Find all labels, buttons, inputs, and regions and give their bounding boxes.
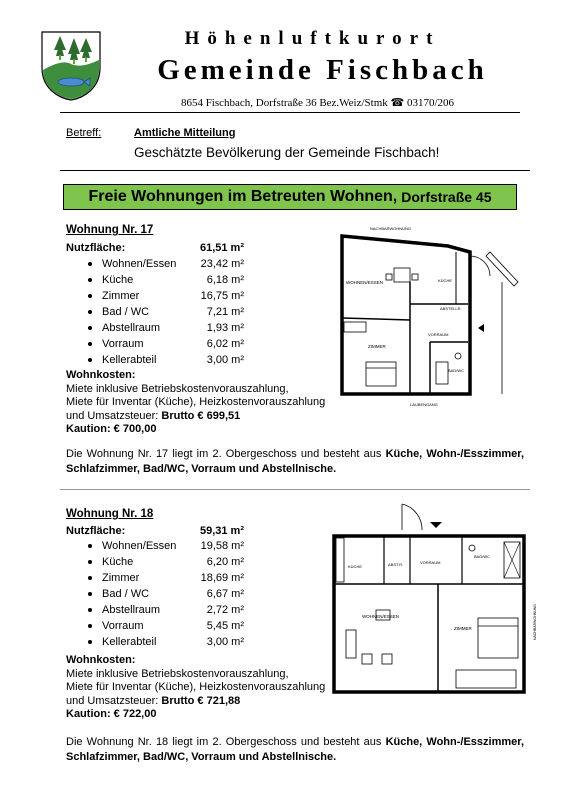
room-size: 3,00 m² bbox=[206, 636, 244, 648]
costs-line2: Miete für Inventar (Küche), Heizkostenvorauszahlung bbox=[66, 396, 326, 408]
apartment-18-floor-plan bbox=[322, 500, 550, 700]
costs-price: Brutto € 699,51 bbox=[161, 409, 241, 422]
plan-label-kueche: KÜCHE bbox=[438, 278, 453, 283]
apartment-17-title: Wohnung Nr. 17 bbox=[66, 224, 154, 236]
plan-label-wohnen: WOHNEN/ESSEN bbox=[346, 280, 384, 285]
costs-line2: Miete für Inventar (Küche), Heizkostenvorauszahlung bbox=[66, 681, 326, 693]
room-name: Vorraum bbox=[102, 620, 144, 632]
costs-price: Brutto € 721,88 bbox=[161, 694, 241, 707]
betreff-value: Amtliche Mitteilung bbox=[134, 127, 236, 139]
room-name: Zimmer bbox=[102, 290, 140, 302]
apartment-17-description: Die Wohnung Nr. 17 liegt im 2. Obergeschoss und besteht aus Küche, Wohn-/Esszimmer, Schlafzimmer, Bad/WC, Vorraum und Abstellnische. bbox=[66, 448, 524, 475]
apartment-18-title: Wohnung Nr. 18 bbox=[66, 508, 154, 520]
room-name: Vorraum bbox=[102, 338, 144, 350]
plan-label-abstell: ABST.R. bbox=[388, 562, 404, 567]
area-label: Nutzfläche: bbox=[66, 525, 126, 537]
deposit: Kaution: € 700,00 bbox=[66, 423, 157, 435]
area-label: Nutzfläche: bbox=[66, 242, 126, 254]
apartment-17-costs bbox=[66, 369, 326, 437]
room-size: 1,93 m² bbox=[206, 322, 244, 334]
header-title-large: Gemeinde Fischbach bbox=[157, 54, 488, 86]
room-name: Abstellraum bbox=[102, 322, 161, 334]
room-name: Bad / WC bbox=[102, 588, 150, 600]
room-size: 6,18 m² bbox=[206, 274, 244, 286]
area-total: 59,31 m² bbox=[199, 525, 244, 537]
plan-label-abstell: ABSTELLR. bbox=[440, 306, 462, 311]
room-size: 18,69 m² bbox=[200, 572, 244, 584]
plan-label-top: NACHBARWOHNUNG bbox=[370, 226, 412, 231]
room-size: 6,02 m² bbox=[206, 338, 244, 350]
plan-label-kueche: KÜCHE bbox=[348, 564, 363, 569]
costs-heading: Wohnkosten: bbox=[66, 654, 136, 666]
plan-label-zimmer: ZIMMER bbox=[368, 344, 386, 349]
room-name: Küche bbox=[102, 556, 134, 568]
room-size: 7,21 m² bbox=[206, 306, 244, 318]
room-size: 5,45 m² bbox=[206, 620, 244, 632]
plan-label-wohnen: WOHNEN/ESSEN bbox=[362, 614, 400, 619]
room-size: 19,58 m² bbox=[200, 540, 244, 552]
room-name: Kellerabteil bbox=[102, 636, 157, 648]
apartment-17-floor-plan bbox=[318, 222, 528, 410]
room-name: Abstellraum bbox=[102, 604, 161, 616]
costs-line1: Miete inklusive Betriebskostenvorauszahlung, bbox=[66, 382, 289, 395]
room-name: Küche bbox=[102, 274, 134, 286]
room-size: 6,20 m² bbox=[206, 556, 244, 568]
room-name: Wohnen/Essen bbox=[102, 540, 177, 552]
betreff-label: Betreff: bbox=[66, 127, 102, 139]
costs-heading: Wohnkosten: bbox=[66, 369, 136, 381]
header-divider bbox=[60, 112, 520, 113]
costs-line3-prefix: und Umsatzsteuer: bbox=[66, 694, 162, 707]
banner-main: Freie Wohnungen im Betreuten Wohnen, bbox=[88, 188, 398, 205]
room-size: 3,00 m² bbox=[206, 354, 244, 366]
plan-label-gang: LAUBENGANG bbox=[410, 402, 438, 407]
room-name: Wohnen/Essen bbox=[102, 258, 177, 270]
costs-line3-prefix: und Umsatzsteuer: bbox=[66, 409, 162, 422]
plan-label-vorraum: VORRAUM bbox=[420, 560, 441, 565]
apartment-18-description: Die Wohnung Nr. 18 liegt im 2. Obergeschoss und besteht aus Küche, Wohn-/Esszimmer, Schlafzimmer, Bad/WC, Vorraum und Abstellnische. bbox=[66, 736, 524, 763]
plan-label-bad: BAD/WC bbox=[448, 368, 464, 373]
room-size: 16,75 m² bbox=[200, 290, 244, 302]
banner-sub: Dorfstraße 45 bbox=[401, 189, 492, 205]
plan-label-bad: BAD/WC bbox=[474, 554, 490, 559]
room-size: 23,42 m² bbox=[200, 258, 244, 270]
costs-line1: Miete inklusive Betriebskostenvorauszahlung, bbox=[66, 667, 289, 680]
plan-label-vorraum: VORRAUM bbox=[428, 332, 449, 337]
room-size: 6,67 m² bbox=[206, 588, 244, 600]
banner bbox=[63, 184, 517, 210]
apartment-18-costs bbox=[66, 654, 326, 722]
room-name: Kellerabteil bbox=[102, 354, 157, 366]
header-address: 8654 Fischbach, Dorfstraße 36 Bez.Weiz/Stmk ☎ 03170/206 bbox=[180, 97, 455, 109]
room-name: Bad / WC bbox=[102, 306, 150, 318]
room-size: 2,72 m² bbox=[206, 604, 244, 616]
section-divider bbox=[60, 170, 530, 171]
room-name: Zimmer bbox=[102, 572, 140, 584]
deposit: Kaution: € 722,00 bbox=[66, 708, 157, 720]
header-title-small: Höhenluftkurort bbox=[184, 28, 441, 49]
apartment-divider bbox=[60, 489, 530, 490]
area-total: 61,51 m² bbox=[199, 242, 244, 254]
greeting: Geschätzte Bevölkerung der Gemeinde Fischbach! bbox=[134, 145, 440, 160]
plan-label-side: NACHBARWOHNUNG bbox=[533, 604, 537, 640]
plan-label-zimmer: ZIMMER bbox=[454, 626, 472, 631]
